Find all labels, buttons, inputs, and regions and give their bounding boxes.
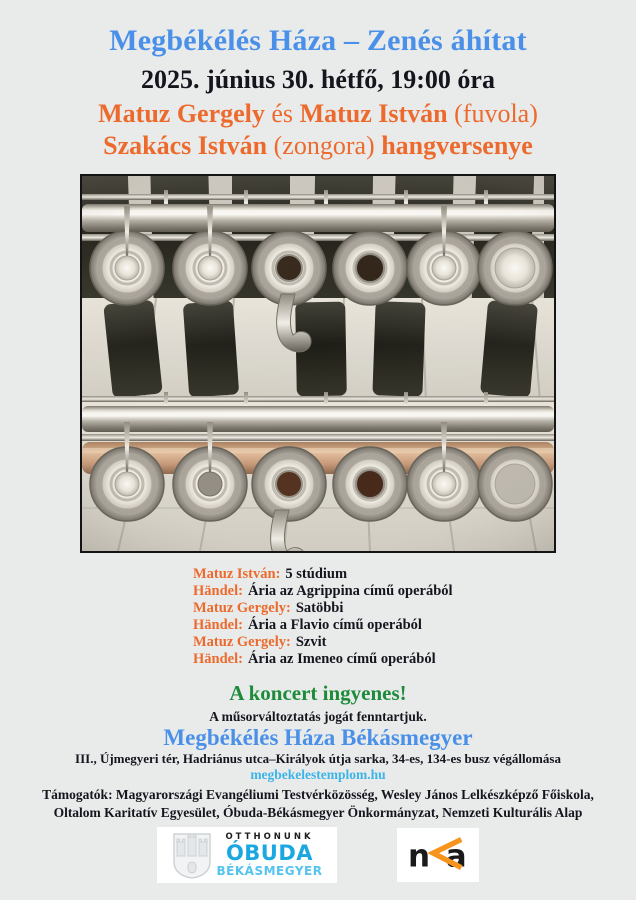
program-performer: Matuz Gergely: [193,634,291,650]
program-piece: Szvit [295,634,327,650]
program-performer: Händel: [193,583,243,599]
flutes-on-piano-photo [80,174,556,553]
program-list [193,566,636,668]
program-piece: Satöbbi [295,600,344,616]
performer-name: Szakács István [103,131,268,160]
obuda-bekasmegyer-logo [157,827,337,883]
program-item [193,651,636,668]
website-link[interactable]: megbekelestemplom.hu [250,767,386,782]
svg-text:n: n [407,838,431,875]
obuda-logo-line3: BÉKÁSMEGYER [216,864,323,879]
program-piece: Ária a Flavio című operából [247,617,422,633]
program-performer: Matuz Gergely: [193,600,291,616]
performer-name: Matuz István [299,99,448,128]
instrument-text: (fuvola) [447,99,538,128]
logo-row [0,827,636,883]
program-performer: Matuz István: [193,566,281,582]
program-item [193,600,636,617]
program-item [193,634,636,651]
program-item [193,617,636,634]
obuda-logo-text [217,833,323,878]
program-item [193,566,636,583]
svg-text:a: a [445,838,467,875]
program-change-disclaimer: A műsorváltoztatás jogát fenntartjuk. [209,709,427,724]
program-piece: Ária az Agrippina című operából [247,583,453,599]
venue-address: III., Újmegyeri tér, Hadriánus utca–Királyok útja sarka, 34-es, 134-es busz végállomása [75,751,561,766]
flutes-photo-illustration [82,176,554,551]
nka-logo-icon [407,835,469,875]
program-performer: Händel: [193,617,243,633]
program-performer: Händel: [193,651,243,667]
free-admission-line: A koncert ingyenes! [229,681,407,705]
performers-line-1 [0,98,636,130]
sponsors-line: Támogatók: Magyarországi Evangéliumi Testvérközösség, Wesley János Lelkészképző Főiskola, Oltalom Karitatív Egyesület, Óbuda-Békásmegyer Önkormányzat, Nemzeti Kulturális Alap [42,787,594,820]
program-piece: 5 stúdium [285,566,348,582]
obuda-logo-line1: OTTHONUNK [225,831,314,842]
performer-name: Matuz Gergely [98,99,265,128]
venue-name: Megbékélés Háza Békásmegyer [163,725,473,750]
concert-word: hangversenye [381,131,533,160]
instrument-text: (zongora) [267,131,382,160]
obuda-logo-line2: ÓBUDA [225,841,314,866]
conjunction-text: és [264,99,300,128]
program-item [193,583,636,600]
poster-title: Megbékélés Háza – Zenés áhítat [109,24,527,57]
nka-logo [397,828,479,882]
program-piece: Ária az Imeneo című operából [247,651,436,667]
date-line: 2025. június 30. hétfő, 19:00 óra [141,65,495,94]
performers-line-2 [0,130,636,162]
obuda-coat-of-arms-icon [172,830,212,880]
